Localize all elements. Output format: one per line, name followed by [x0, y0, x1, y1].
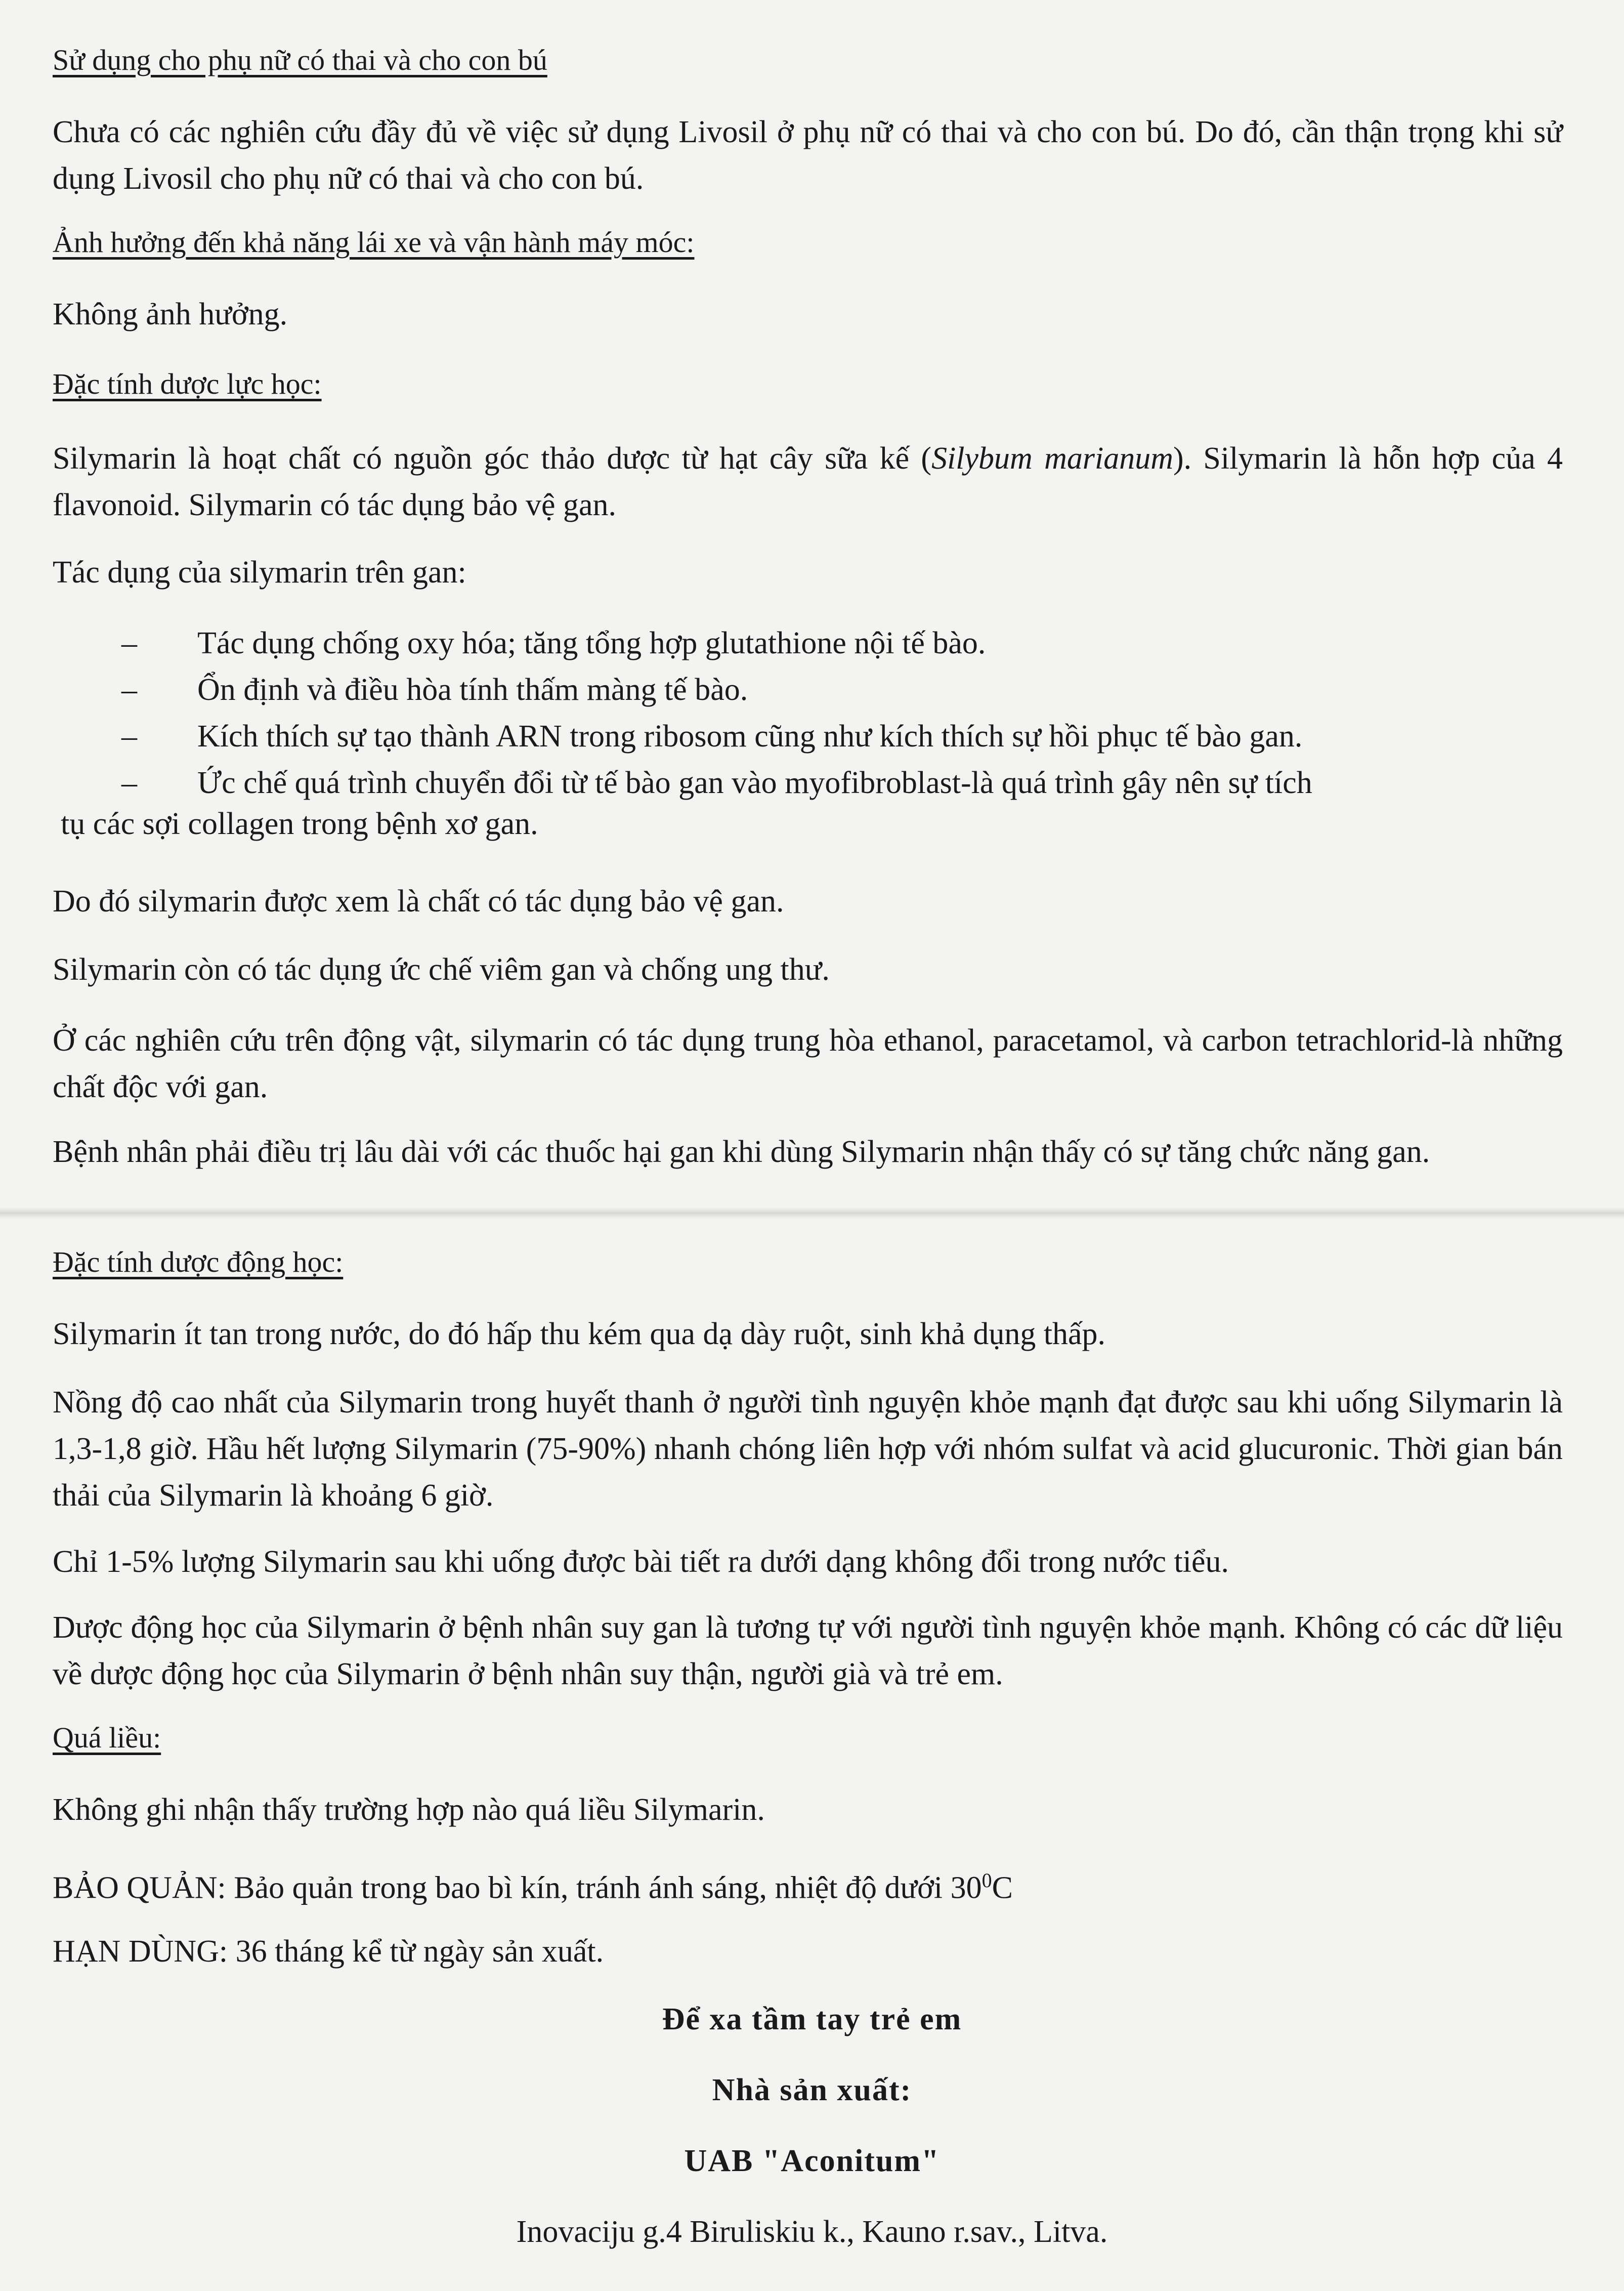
- effect-bullet: [121, 760, 1568, 806]
- intro-latin-name: Silybum marianum: [931, 441, 1173, 476]
- storage-line: [53, 1857, 1563, 1911]
- expiry-line: [53, 1928, 1563, 1975]
- effects-title: Tác dụng của silymarin trên gan:: [53, 555, 466, 590]
- pd-paragraph: Ở các nghiên cứu trên động vật, silymarin có tác dụng trung hòa ethanol, paracetamol, và carbon tetrachlorid-là những chất độc với gan.: [53, 1023, 1563, 1104]
- intro-before: Silymarin là hoạt chất có nguồn góc thảo dược từ hạt cây sữa kế (: [53, 441, 932, 476]
- pharmacodynamics-intro: [53, 435, 1563, 528]
- effect-bullet: [121, 620, 1568, 667]
- effect-bullet-text: Ức chế quá trình chuyển đổi từ tế bào gan vào myofibroblast-là quá trình gây nên sự tích: [197, 766, 1312, 800]
- pd-paragraph: Silymarin còn có tác dụng ức chế viêm gan và chống ung thư.: [53, 952, 830, 987]
- dash-icon: –: [121, 766, 137, 800]
- heading-driving: Ảnh hưởng đến khả năng lái xe và vận hành máy móc:: [53, 226, 695, 259]
- pk-paragraph: Chỉ 1-5% lượng Silymarin sau khi uống được bài tiết ra dưới dạng không đổi trong nước tiểu.: [53, 1545, 1229, 1579]
- manufacturer-name: UAB "Aconitum": [684, 2144, 940, 2178]
- temperature-unit: C: [992, 1870, 1013, 1905]
- heading-pregnancy: Sử dụng cho phụ nữ có thai và cho con bú: [53, 44, 547, 76]
- heading-pharmacodynamics: Đặc tính dược lực học:: [53, 367, 322, 400]
- effect-bullet: [121, 667, 1568, 713]
- dash-icon: –: [121, 626, 137, 660]
- manufacturer-label: Nhà sản xuất:: [712, 2073, 912, 2107]
- pd-paragraph: Bệnh nhân phải điều trị lâu dài với các thuốc hại gan khi dùng Silymarin nhận thấy có sự tăng chức năng gan.: [53, 1135, 1430, 1169]
- heading-overdose: Quá liều:: [53, 1721, 161, 1754]
- heading-pharmacokinetics: Đặc tính dược động học:: [53, 1245, 344, 1278]
- dash-icon: –: [121, 719, 137, 754]
- pk-paragraph: Silymarin ít tan trong nước, do đó hấp thu kém qua dạ dày ruột, sinh khả dụng thấp.: [53, 1317, 1106, 1351]
- pregnancy-text: Chưa có các nghiên cứu đầy đủ về việc sử dụng Livosil ở phụ nữ có thai và cho con bú. Do đó, cần thận trọng khi sử dụng Livosil cho phụ nữ có thai và cho con bú.: [53, 115, 1563, 196]
- effect-bullet-text: Tác dụng chống oxy hóa; tăng tổng hợp glutathione nội tế bào.: [197, 626, 986, 660]
- paper-fold-line: [0, 1207, 1624, 1219]
- degree-mark: 0: [981, 1869, 992, 1892]
- effect-bullet-text: Ổn định và điều hòa tính thấm màng tế bào.: [197, 673, 748, 707]
- storage-text: Bảo quản trong bao bì kín, tránh ánh sáng, nhiệt độ dưới 30: [226, 1870, 982, 1905]
- effect-bullet: [121, 713, 1568, 760]
- storage-label: BẢO QUẢN:: [53, 1870, 226, 1905]
- dash-icon: –: [121, 673, 137, 707]
- intro-after: ). Silymarin là hỗn hợp của 4 flavonoid. Silymarin có tác dụng bảo vệ gan.: [53, 441, 1563, 522]
- pk-paragraph: Nồng độ cao nhất của Silymarin trong huyết thanh ở người tình nguyện khỏe mạnh đạt được sau khi uống Silymarin là 1,3-1,8 giờ. Hầu hết lượng Silymarin (75-90%) nhanh chóng liên hợp với nhóm sulfat và acid glucuronic. Thời gian bán thải của Silymarin là khoảng 6 giờ.: [53, 1385, 1563, 1513]
- children-warning: Để xa tầm tay trẻ em: [662, 2002, 962, 2036]
- pd-paragraph: Do đó silymarin được xem là chất có tác dụng bảo vệ gan.: [53, 884, 784, 919]
- pk-paragraph: Dược động học của Silymarin ở bệnh nhân suy gan là tương tự với người tình nguyện khỏe mạnh. Không có các dữ liệu về dược động học của Silymarin ở bệnh nhân suy thận, người già và trẻ em.: [53, 1610, 1563, 1691]
- overdose-text: Không ghi nhận thấy trường hợp nào quá liều Silymarin.: [53, 1793, 765, 1827]
- driving-text: Không ảnh hưởng.: [53, 297, 288, 331]
- effect-bullet-continuation: tụ các sợi collagen trong bệnh xơ gan.: [61, 807, 538, 841]
- effect-bullet-text: Kích thích sự tạo thành ARN trong ribosom cũng như kích thích sự hồi phục tế bào gan.: [197, 719, 1303, 754]
- expiry-text: 36 tháng kể từ ngày sản xuất.: [228, 1934, 604, 1969]
- manufacturer-address: Inovaciju g.4 Biruliskiu k., Kauno r.sav., Litva.: [516, 2215, 1108, 2249]
- expiry-label: HẠN DÙNG:: [53, 1934, 228, 1969]
